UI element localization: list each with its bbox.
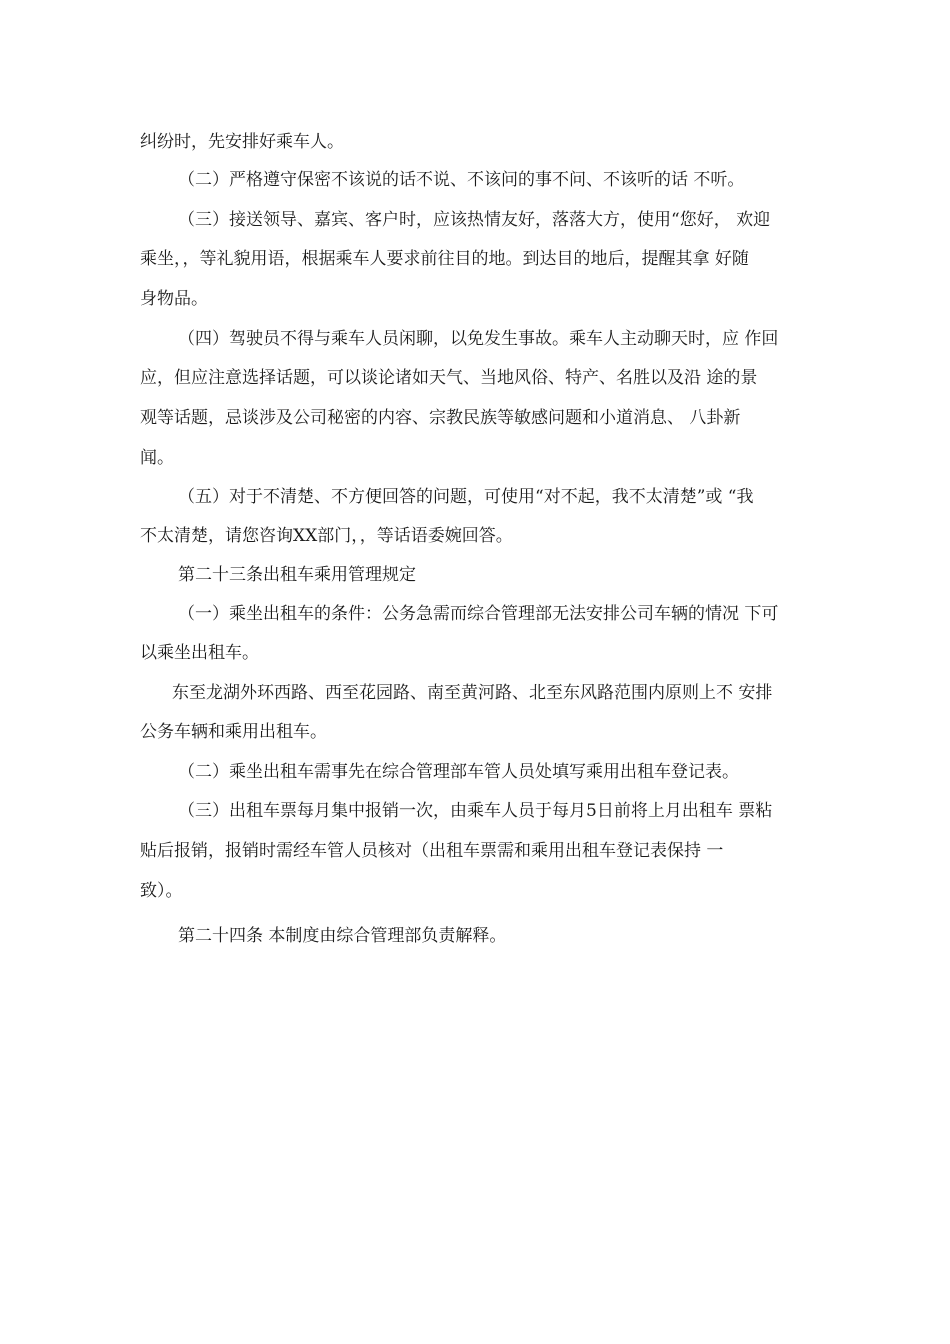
text-line: 闻。 [140,448,174,468]
section-heading: 第二十四条 本制度由综合管理部负责解释。 [178,926,507,946]
text-line: 纠纷时，先安排好乘车人。 [140,132,344,152]
section-heading: 第二十三条出租车乘用管理规定 [178,565,416,585]
text-line: 观等话题，忌谈涉及公司秘密的内容、宗教民族等敏感问题和小道消息、 八卦新 [140,408,741,428]
text-line: （一）乘坐出租车的条件：公务急需而综合管理部无法安排公司车辆的情况 下可 [178,604,779,624]
text-line: 不太清楚，请您咨询XX部门，，等话语委婉回答。 [140,526,513,546]
text-line: 身物品。 [140,289,208,309]
text-line: 应，但应注意选择话题，可以谈论诸如天气、当地风俗、特产、名胜以及沿 途的景 [140,368,758,388]
text-line: （三）出租车票每月集中报销一次，由乘车人员于每月5日前将上月出租车 票粘 [178,801,773,821]
text-line: 贴后报销，报销时需经车管人员核对（出租车票需和乘用出租车登记表保持 一 [140,841,724,861]
text-line: 公务车辆和乘用出租车。 [140,722,327,742]
text-line: （三）接送领导、嘉宾、客户时，应该热情友好，落落大方，使用“您好， 欢迎 [178,210,771,230]
text-line: 以乘坐出租车。 [140,643,259,663]
text-line: （五）对于不清楚、不方便回答的问题，可使用“对不起，我不太清楚”或 “我 [178,487,754,507]
text-line: 致）。 [140,881,183,901]
text-line: 乘坐，，等礼貌用语，根据乘车人要求前往目的地。到达目的地后，提醒其拿 好随 [140,249,749,269]
text-line: （二）严格遵守保密不该说的话不说、不该问的事不问、不该听的话 不听。 [178,170,745,190]
text-line: （四）驾驶员不得与乘车人员闲聊，以免发生事故。乘车人主动聊天时，应 作回 [178,329,779,349]
text-line: 东至龙湖外环西路、西至花园路、南至黄河路、北至东风路范围内原则上不 安排 [172,683,773,703]
text-line: （二）乘坐出租车需事先在综合管理部车管人员处填写乘用出租车登记表。 [178,762,739,782]
